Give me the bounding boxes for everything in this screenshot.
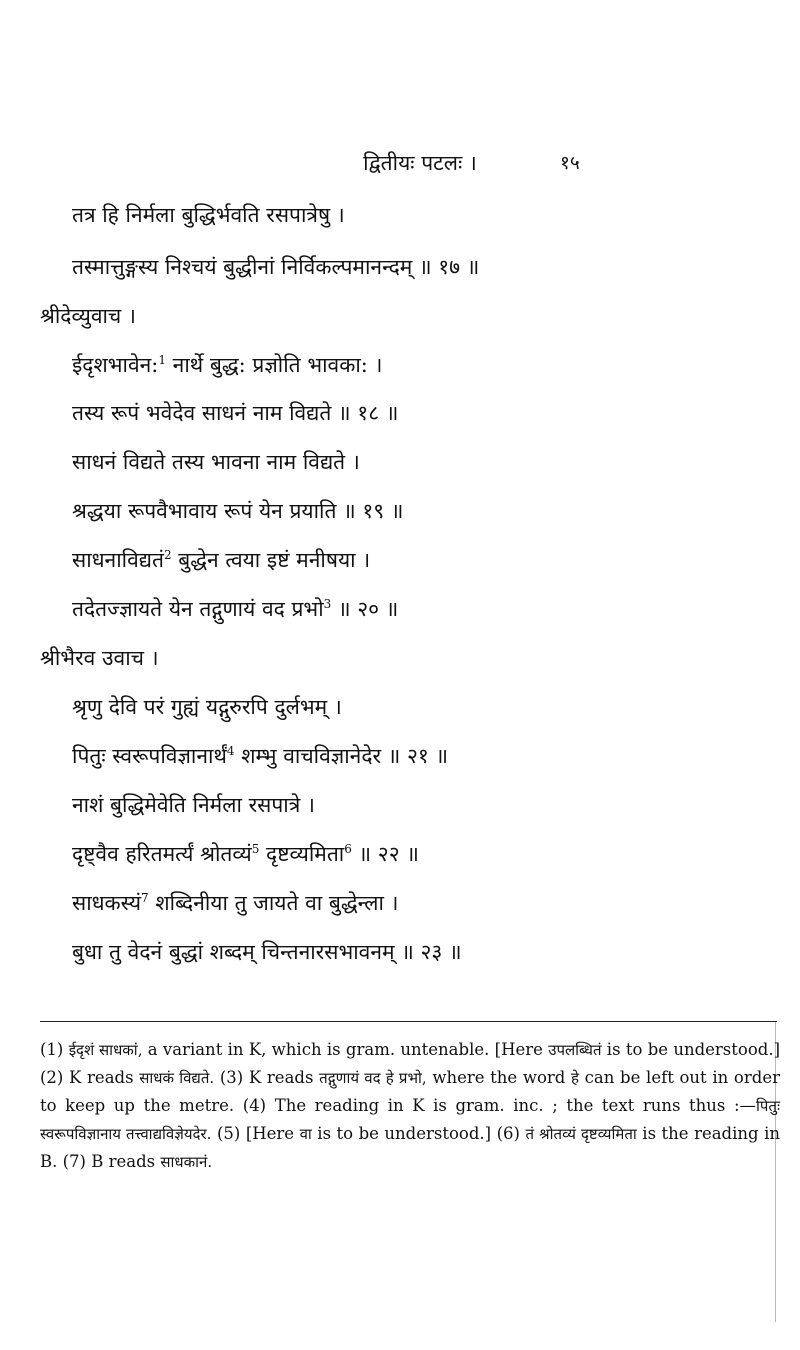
footnote-1: (1) ईदृशं साधकांं, a variant in K, which is gram. untenable. [Here उपलब्धितं is to be understood.]: [40, 1040, 781, 1059]
verse-text: श्रीदेव्युवाच ।: [40, 304, 136, 328]
verse-text: दृष्टव्यमिता: [259, 842, 345, 866]
verse-text: तदेतज्ज्ञायते येन तद्गुणायं वद प्रभो: [72, 597, 324, 621]
verse-line: [72, 594, 398, 624]
verse-line: [72, 888, 399, 918]
footnote-block: [40, 1036, 780, 1176]
verse-text: पितुः स्वरूपविज्ञानार्थं: [72, 744, 227, 768]
verse-text: साधनाविद्यतं: [72, 548, 164, 572]
page-number: १५: [560, 152, 580, 174]
footnote-7: (7) B reads साधकानं.: [62, 1152, 213, 1171]
verse-line: [72, 200, 345, 230]
footnote-6: (6) तं श्रोतव्यं दृष्टव्यमिता is the reading in B.: [40, 1124, 780, 1171]
running-head: [0, 148, 800, 178]
footnote-marker: 2: [163, 548, 172, 562]
verse-line: [72, 496, 403, 526]
verse-text: ॥ २२ ॥: [351, 842, 419, 866]
footnote-divider: [40, 1021, 777, 1022]
verse-text: ॥ २० ॥: [331, 597, 399, 621]
footnotes: [40, 1036, 780, 1176]
verse-text: शब्दिनीया तु जायते वा बुद्धेन्ला ।: [148, 891, 399, 915]
footnote-5: (5) [Here वा is to be understood.]: [216, 1124, 492, 1143]
verse-text: श्रद्धया रूपवैभावाय रूपं येन प्रयाति ॥ १९ ॥: [72, 499, 404, 523]
verse-line: [72, 937, 462, 967]
verse-text: साधनं विद्यते तस्य भावना नाम विद्यते ।: [72, 450, 360, 474]
verse-line: [40, 301, 136, 331]
verse-text: श्रीभैरव उवाच ।: [40, 646, 159, 670]
verse-text: बुद्धेन त्वया इष्टं मनीषया ।: [171, 548, 371, 572]
footnote-marker: 4: [226, 744, 235, 758]
verse-text: नार्थे बुद्ध: प्रज्ञोति भावका: ।: [166, 353, 383, 377]
verse-text: तस्मात्तुङ्गस्य निश्चयं बुद्धीनां निर्विकल्पमानन्दम् ॥ १७ ॥: [72, 255, 480, 279]
verse-line: [72, 741, 448, 771]
verse-line: [72, 692, 342, 722]
verse-text: दृष्ट्वैव हरितमर्त्यं श्रोतव्यं: [72, 842, 252, 866]
verse-text: ईदृशभावेन:: [72, 353, 159, 377]
verse-line: [72, 790, 315, 820]
footnote-4: (4) The reading in K is gram. inc. ; the text runs thus :—पितुः स्वरूपविज्ञानाय तत्त्वाद्यविज्ञेयदेर.: [40, 1096, 781, 1143]
verse-text: तस्य रूपं भवेदेव साधनं नाम विद्यते ॥ १८ ॥: [72, 401, 399, 425]
verse-line: [72, 252, 479, 282]
verse-text: तत्र हि निर्मला बुद्धिर्भवति रसपात्रेषु ।: [72, 203, 345, 227]
verse-text: नाशं बुद्धिमेवेति निर्मला रसपात्रे ।: [72, 793, 315, 817]
footnote-marker: 1: [158, 353, 166, 367]
footnote-3: (3) K reads तद्गुणायं वद हे प्रभो, where the word हे can be left out in order to keep up the metre.: [40, 1068, 780, 1115]
verse-text: श्रृणु देवि परं गुह्यं यद्गुरुरपि दुर्लभम् ।: [72, 695, 342, 719]
verse-text: शम्भु वाचविज्ञानेदेर ॥ २१ ॥: [234, 744, 449, 768]
verse-line: [72, 545, 370, 575]
footnote-marker: 6: [344, 842, 352, 856]
verse-line: [72, 350, 382, 380]
verse-line: [40, 643, 159, 673]
verse-text: साधकस्यं: [72, 891, 142, 915]
chapter-title: द्वितीयः पटलः ।: [363, 151, 477, 175]
footnote-marker: 3: [323, 597, 332, 611]
footnote-marker: 5: [251, 842, 260, 856]
footnote-2: (2) K reads साधकं विद्यते.: [40, 1068, 215, 1087]
verse-text: बुधा तु वेदनं बुद्धां शब्दम् चिन्तनारसभावनम् ॥ २३ ॥: [72, 940, 462, 964]
verse-line: [72, 398, 398, 428]
verse-line: [72, 447, 360, 477]
verse-line: [72, 839, 419, 869]
footnote-marker: 7: [141, 891, 149, 905]
